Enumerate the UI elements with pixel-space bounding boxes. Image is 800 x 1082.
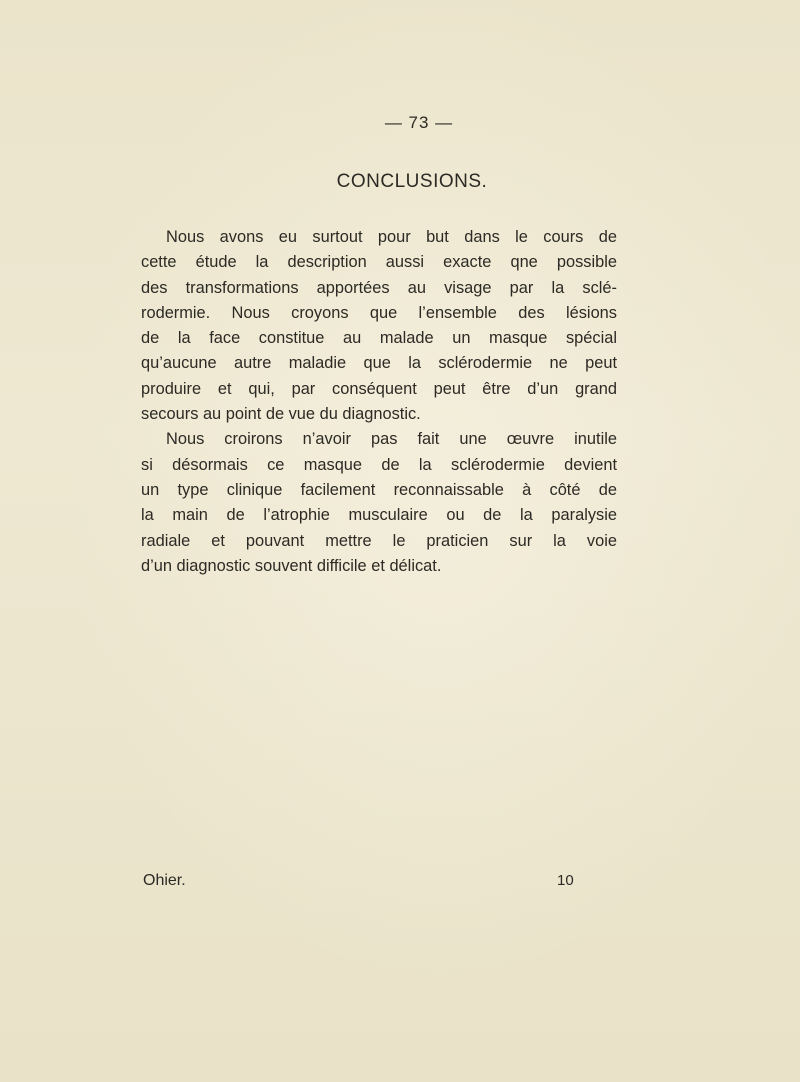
text-line: de la face constitue au malade un masque spécial <box>141 329 617 348</box>
text-line: si désormais ce masque de la sclérodermie devient <box>141 455 617 474</box>
text-line: Nous avons eu surtout pour but dans le cours de <box>166 228 617 246</box>
text-line: un type clinique facilement reconnaissable à côté de <box>141 480 617 499</box>
text-line: des transformations apportées au visage par la sclé- <box>141 278 617 297</box>
text-line: d’un diagnostic souvent difficile et délicat. <box>141 556 442 575</box>
page-number: — 73 — <box>384 113 454 132</box>
sheet-number: 10 <box>557 872 574 889</box>
section-heading: CONCLUSIONS. <box>336 171 488 192</box>
text-line: qu’aucune autre maladie que la sclérodermie ne peut <box>141 354 617 373</box>
text-line: secours au point de vue du diagnostic. <box>141 405 421 424</box>
text-line: radiale et pouvant mettre le praticien sur la voie <box>141 531 617 550</box>
text-line: rodermie. Nous croyons que l’ensemble des lésions <box>141 303 617 322</box>
body-text <box>141 225 617 579</box>
signature-mark: Ohier. <box>143 872 186 889</box>
text-line: cette étude la description aussi exacte qne possible <box>141 253 617 272</box>
text-line: produire et qui, par conséquent peut être d’un grand <box>141 379 617 398</box>
text-line: Nous croirons n’avoir pas fait une œuvre inutile <box>166 430 617 449</box>
text-line: la main de l’atrophie musculaire ou de la paralysie <box>141 506 617 525</box>
